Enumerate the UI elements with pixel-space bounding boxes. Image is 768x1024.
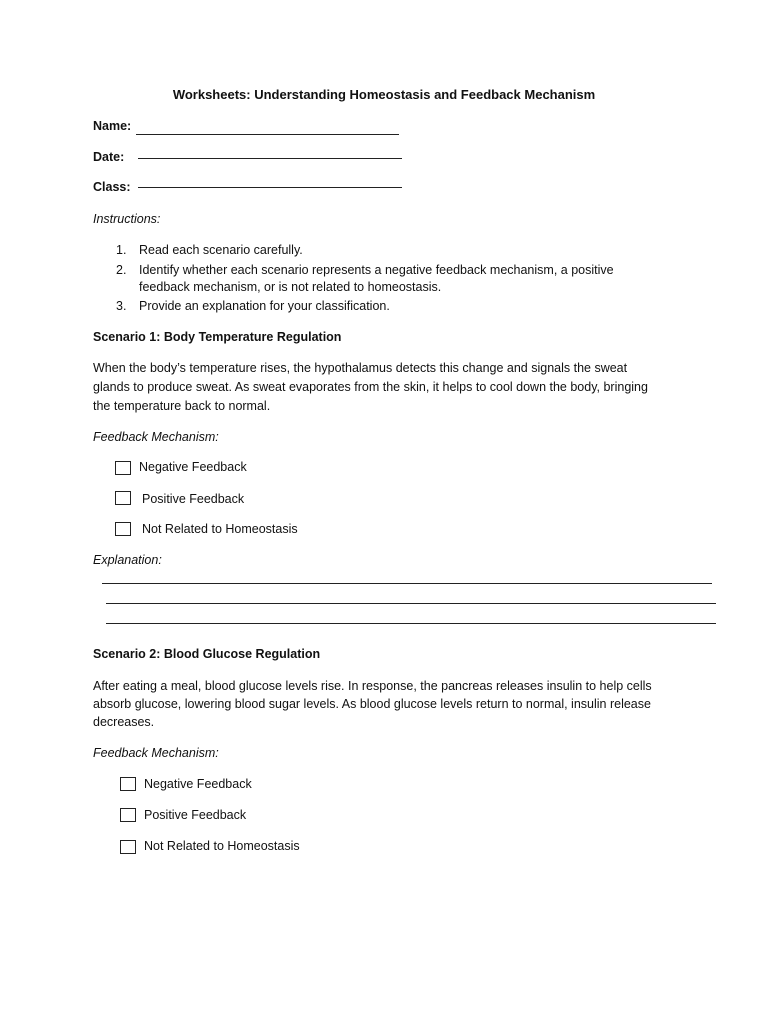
instruction-text-cont: feedback mechanism, or is not related to homeostasis. bbox=[139, 280, 442, 294]
scenario1-text-line: When the body’s temperature rises, the hypothalamus detects this change and signals the sweat bbox=[93, 361, 628, 375]
name-field[interactable] bbox=[136, 134, 399, 135]
scenario2-feedback-label: Feedback Mechanism: bbox=[93, 746, 219, 760]
class-field[interactable] bbox=[138, 187, 402, 188]
scenario1-heading: Scenario 1: Body Temperature Regulation bbox=[93, 330, 342, 344]
scenario2-heading: Scenario 2: Blood Glucose Regulation bbox=[93, 647, 321, 661]
class-label: Class: bbox=[93, 180, 131, 194]
scenario2-not-related-label: Not Related to Homeostasis bbox=[144, 839, 300, 853]
scenario2-negative-label: Negative Feedback bbox=[144, 777, 252, 791]
scenario1-feedback-label: Feedback Mechanism: bbox=[93, 430, 219, 444]
instruction-text: Provide an explanation for your classification. bbox=[139, 299, 390, 313]
page-title: Worksheets: Understanding Homeostasis and Feedback Mechanism bbox=[172, 87, 596, 102]
instruction-number: 1. bbox=[116, 243, 127, 257]
scenario2-text-line: decreases. bbox=[93, 715, 155, 729]
scenario1-positive-checkbox[interactable] bbox=[115, 491, 131, 505]
scenario2-text-line: After eating a meal, blood glucose levels rise. In response, the pancreas releases insulin to help cells bbox=[93, 679, 652, 693]
scenario1-positive-label: Positive Feedback bbox=[142, 492, 245, 506]
scenario1-negative-checkbox[interactable] bbox=[115, 461, 131, 475]
instruction-number: 2. bbox=[116, 263, 127, 277]
scenario2-negative-checkbox[interactable] bbox=[120, 777, 136, 791]
name-label: Name: bbox=[93, 119, 132, 133]
scenario1-text-line: the temperature back to normal. bbox=[93, 399, 271, 413]
explanation-line[interactable] bbox=[106, 623, 716, 624]
explanation-line[interactable] bbox=[106, 603, 716, 604]
scenario2-text-line: absorb glucose, lowering blood sugar levels. As blood glucose levels return to normal, insulin release bbox=[93, 697, 651, 711]
scenario1-explanation-label: Explanation: bbox=[93, 553, 162, 567]
scenario2-positive-checkbox[interactable] bbox=[120, 808, 136, 822]
instruction-text: Read each scenario carefully. bbox=[139, 243, 303, 257]
scenario1-not-related-checkbox[interactable] bbox=[115, 522, 131, 536]
scenario1-negative-label: Negative Feedback bbox=[139, 460, 247, 474]
scenario1-not-related-label: Not Related to Homeostasis bbox=[142, 522, 298, 536]
explanation-line[interactable] bbox=[102, 583, 712, 584]
scenario2-positive-label: Positive Feedback bbox=[144, 808, 247, 822]
instruction-text: Identify whether each scenario represents a negative feedback mechanism, a positive bbox=[139, 263, 614, 277]
date-field[interactable] bbox=[138, 158, 402, 159]
scenario1-text-line: glands to produce sweat. As sweat evaporates from the skin, it helps to cool down the body, bringing bbox=[93, 380, 648, 394]
instruction-number: 3. bbox=[116, 299, 127, 313]
instructions-heading: Instructions: bbox=[93, 212, 161, 226]
scenario2-not-related-checkbox[interactable] bbox=[120, 840, 136, 854]
date-label: Date: bbox=[93, 150, 125, 164]
